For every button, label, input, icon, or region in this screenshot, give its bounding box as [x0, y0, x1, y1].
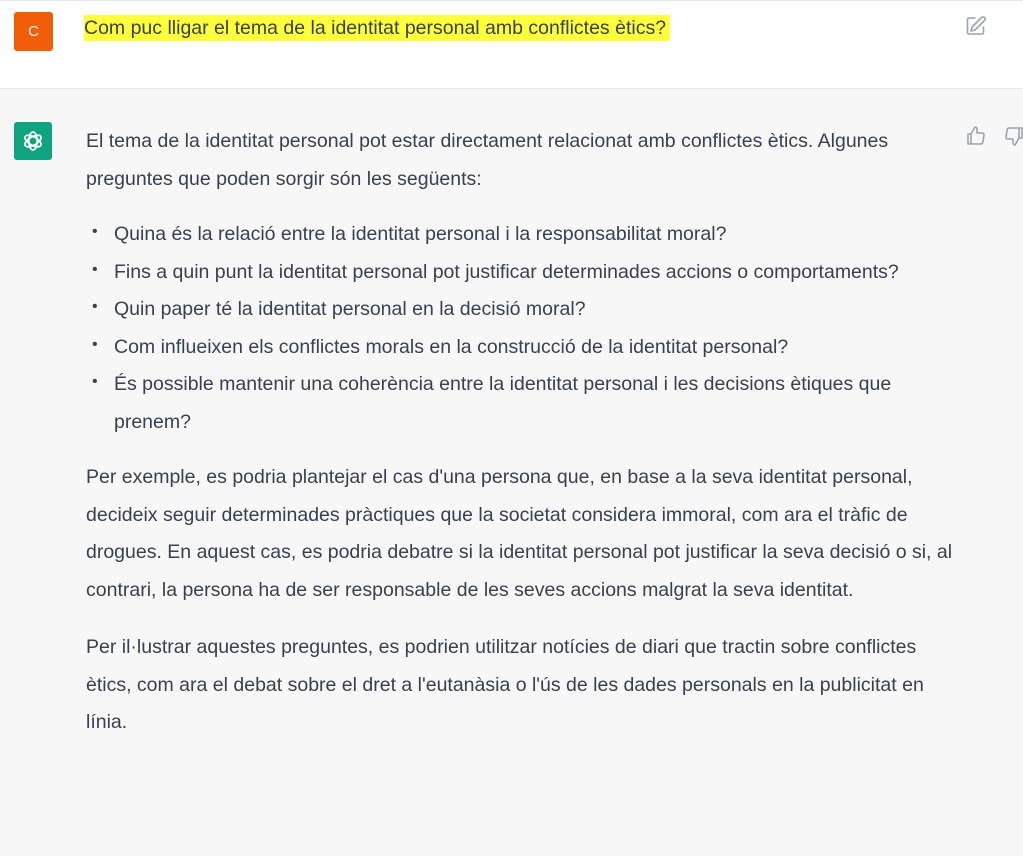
user-message-row — [0, 0, 1023, 89]
list-item — [86, 291, 956, 329]
list-item-text: Quina és la relació entre la identitat personal i la responsabilitat moral? — [114, 223, 727, 245]
list-item-text: Quin paper té la identitat personal en la decisió moral? — [114, 298, 586, 320]
user-message — [84, 13, 670, 43]
thumbs-up-icon[interactable] — [964, 124, 988, 148]
answer-paragraph-2: Per exemple, es podria plantejar el cas d'una persona que, en base a la seva identitat personal, decideix seguir determinades pràctiques que la societat considera immoral, com ara el tràfic de drogues. En aquest cas, es podria debatre si la identitat personal pot justificar la seva decisió o si, al contrari, la persona ha de ser responsable de les seves accions malgrat la seva identitat. — [86, 466, 953, 601]
list-item-text: Com influeixen els conflictes morals en la construcció de la identitat personal? — [114, 335, 789, 358]
openai-logo-icon — [14, 122, 52, 160]
bullet-icon: • — [92, 373, 98, 390]
list-item-text: Fins a quin punt la identitat personal pot justificar determinades accions o comportaments? — [114, 260, 899, 283]
answer-intro: El tema de la identitat personal pot estar directament relacionat amb conflictes ètics. Algunes preguntes que poden sorgir són les següents: — [86, 130, 889, 190]
bullet-icon: • — [92, 260, 98, 278]
list-item — [86, 366, 956, 441]
list-item — [86, 216, 956, 254]
answer-paragraph-3: Per il·lustrar aquestes preguntes, es podrien utilitzar notícies de diari que tractin sobre conflictes ètics, com ara el debat sobre el dret a l'eutanàsia o l'ús de les dades personals en la publicitat en línia. — [86, 636, 924, 733]
list-item — [86, 329, 956, 367]
question-list — [86, 216, 956, 441]
edit-icon[interactable] — [964, 14, 988, 38]
user-avatar-letter: C — [28, 23, 39, 40]
bullet-icon: • — [92, 335, 98, 353]
assistant-message-row — [0, 89, 1023, 856]
bullet-icon: • — [92, 223, 98, 240]
list-item-text: És possible mantenir una coherència entre la identitat personal i les decisions ètiques que prenem? — [114, 373, 892, 433]
assistant-answer — [86, 123, 956, 742]
thumbs-down-icon[interactable] — [1002, 124, 1023, 148]
user-message-text: Com puc lligar el tema de la identitat personal amb conflictes ètics? — [84, 15, 670, 41]
user-avatar — [14, 12, 53, 51]
list-item — [86, 254, 956, 292]
bullet-icon: • — [92, 298, 98, 315]
